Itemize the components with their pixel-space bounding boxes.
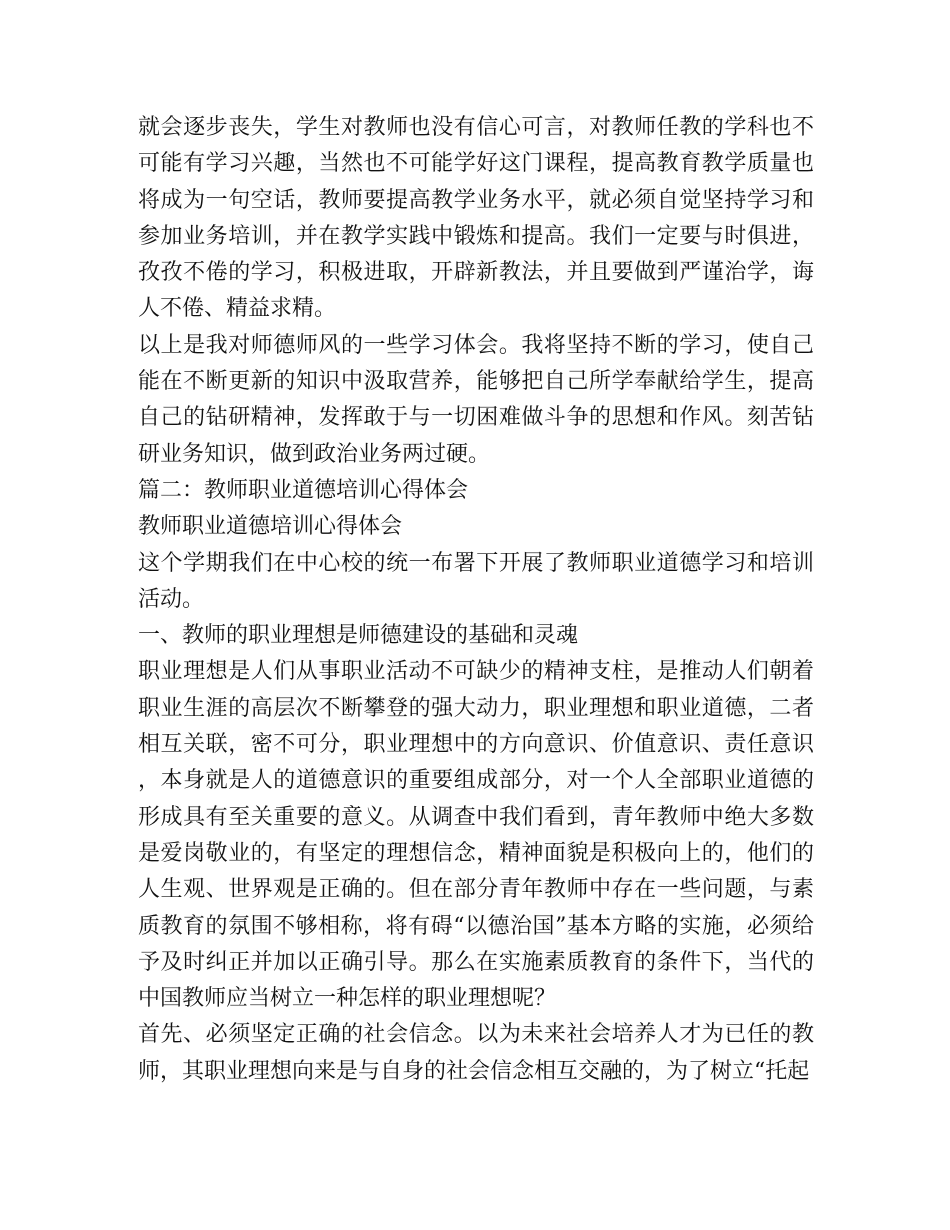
paragraph-intro: 这个学期我们在中心校的统一布署下开展了教师职业道德学习和培训活动。 bbox=[138, 550, 814, 612]
paragraph-learning-summary: 以上是我对师德师风的一些学习体会。我将坚持不断的学习，使自己能在不断更新的知识中汲取营养，能够把自己所学奉献给学生，提高自己的钻研精神，发挥敢于与一切困难做斗争的思想和作风。刻苦钻研业务知识，做到政治业务两过硬。 bbox=[138, 332, 814, 467]
article-title: 教师职业道德培训心得体会 bbox=[138, 514, 403, 540]
subheading-one: 一、教师的职业理想是师德建设的基础和灵魂 bbox=[138, 623, 579, 649]
paragraph-social-belief: 首先、必须坚定正确的社会信念。以为未来社会培养人才为已任的教师，其职业理想向来是与自身的社会信念相互交融的，为了树立“托起 bbox=[138, 1022, 814, 1084]
section-heading-part-two: 篇二：教师职业道德培训心得体会 bbox=[138, 477, 469, 503]
document-body bbox=[138, 110, 814, 1090]
paragraph-study-continuation: 就会逐步丧失，学生对教师也没有信心可言，对教师任教的学科也不可能有学习兴趣，当然也不可能学好这门课程，提高教育教学质量也将成为一句空话，教师要提高教学业务水平，就必须自觉坚持学习和参加业务培训，并在教学实践中锻炼和提高。我们一定要与时俱进，孜孜不倦的学习，积极进取，开辟新教法，并且要做到严谨治学，诲人不倦、精益求精。 bbox=[138, 115, 814, 322]
paragraph-career-ideal: 职业理想是人们从事职业活动不可缺少的精神支柱，是推动人们朝着职业生涯的高层次不断攀登的强大动力，职业理想和职业道德，二者相互关联，密不可分，职业理想中的方向意识、价值意识、责任意识，本身就是人的道德意识的重要组成部分，对一个人全部职业道德的形成具有至关重要的意义。从调查中我们看到，青年教师中绝大多数是爱岗敬业的，有坚定的理想信念，精神面貌是积极向上的，他们的人生观、世界观是正确的。但在部分青年教师中存在一些问题，与素质教育的氛围不够相称，将有碍“以德治国”基本方略的实施，必须给予及时纠正并加以正确引导。那么在实施素质教育的条件下，当代的中国教师应当树立一种怎样的职业理想呢？ bbox=[138, 659, 814, 1012]
